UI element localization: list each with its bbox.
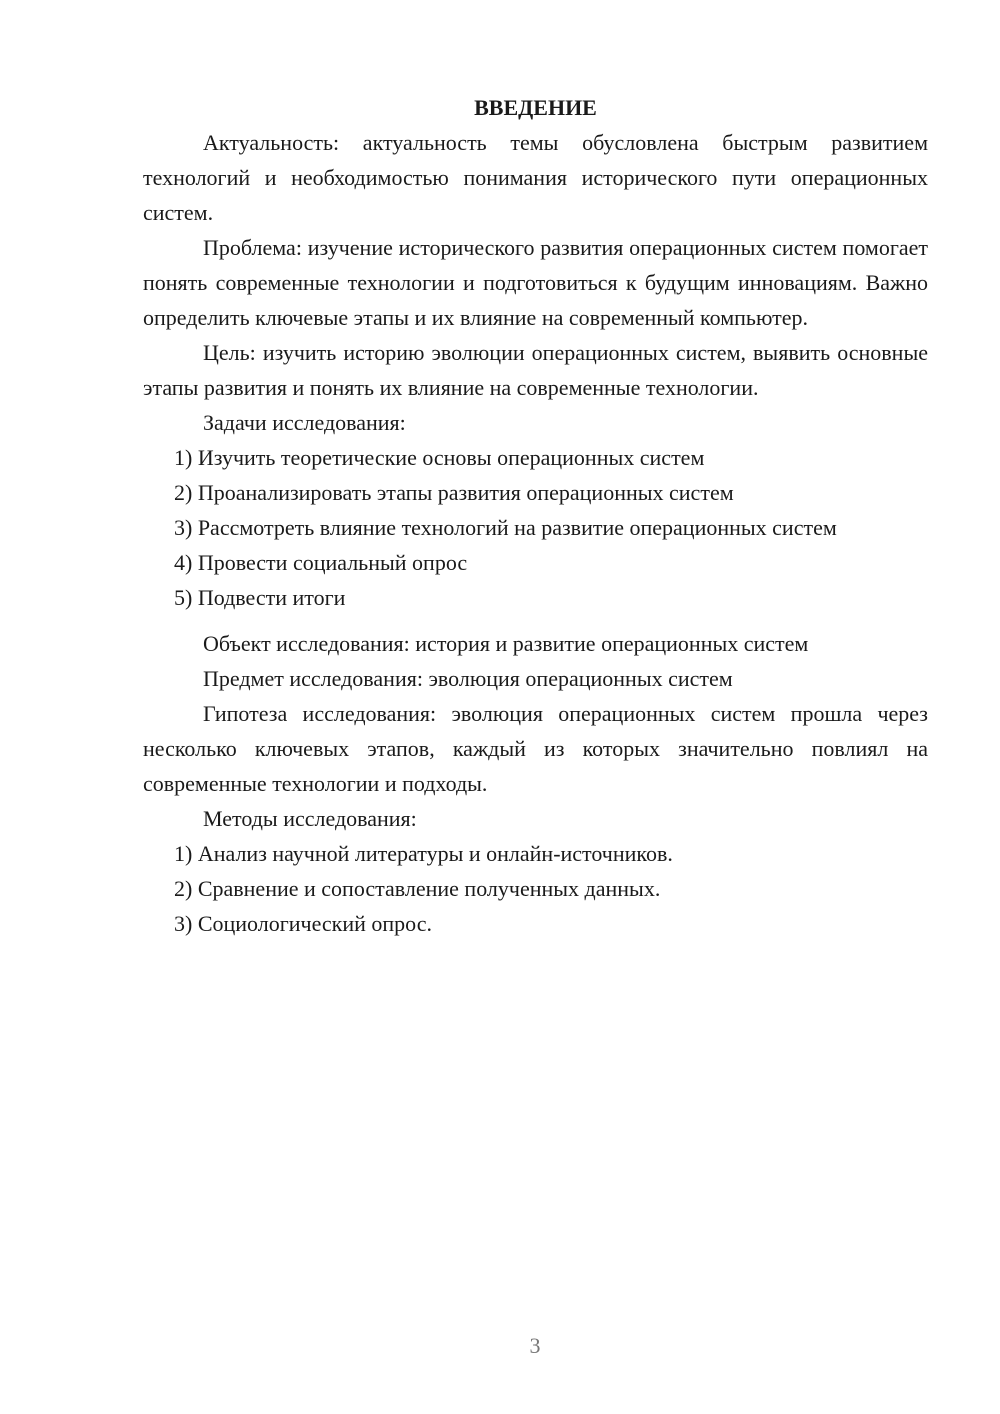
- problem-paragraph: Проблема: изучение исторического развития операционных систем помогает понять современные технологии и подготовиться к будущим инновациям. Важно определить ключевые этапы и их влияние на современный компьютер.: [143, 235, 928, 330]
- object-paragraph: Объект исследования: история и развитие операционных систем: [203, 631, 809, 656]
- list-item: 2) Сравнение и сопоставление полученных данных.: [174, 876, 661, 901]
- tasks-list: [143, 440, 928, 615]
- list-item: 1) Изучить теоретические основы операционных систем: [174, 445, 705, 470]
- methods-list: [143, 836, 928, 941]
- list-item: 5) Подвести итоги: [174, 585, 346, 610]
- page-content: [143, 90, 928, 941]
- subject-paragraph: Предмет исследования: эволюция операционных систем: [203, 666, 733, 691]
- list-item: 1) Анализ научной литературы и онлайн-источников.: [174, 841, 673, 866]
- goal-paragraph: Цель: изучить историю эволюции операционных систем, выявить основные этапы развития и понять их влияние на современные технологии.: [143, 340, 928, 400]
- relevance-paragraph: Актуальность: актуальность темы обусловлена быстрым развитием технологий и необходимостью понимания исторического пути операционных систем.: [143, 130, 928, 225]
- tasks-title: Задачи исследования:: [203, 410, 406, 435]
- list-item: 3) Социологический опрос.: [174, 911, 432, 936]
- list-item: 4) Провести социальный опрос: [174, 550, 468, 575]
- hypothesis-paragraph: Гипотеза исследования: эволюция операционных систем прошла через несколько ключевых этапов, каждый из которых значительно повлиял на современные технологии и подходы.: [143, 701, 928, 796]
- page-number: 3: [529, 1333, 541, 1358]
- list-item: 2) Проанализировать этапы развития операционных систем: [174, 480, 734, 505]
- methods-title: Методы исследования:: [203, 806, 417, 831]
- section-heading: ВВЕДЕНИЕ: [474, 95, 597, 120]
- list-item: 3) Рассмотреть влияние технологий на развитие операционных систем: [174, 515, 837, 540]
